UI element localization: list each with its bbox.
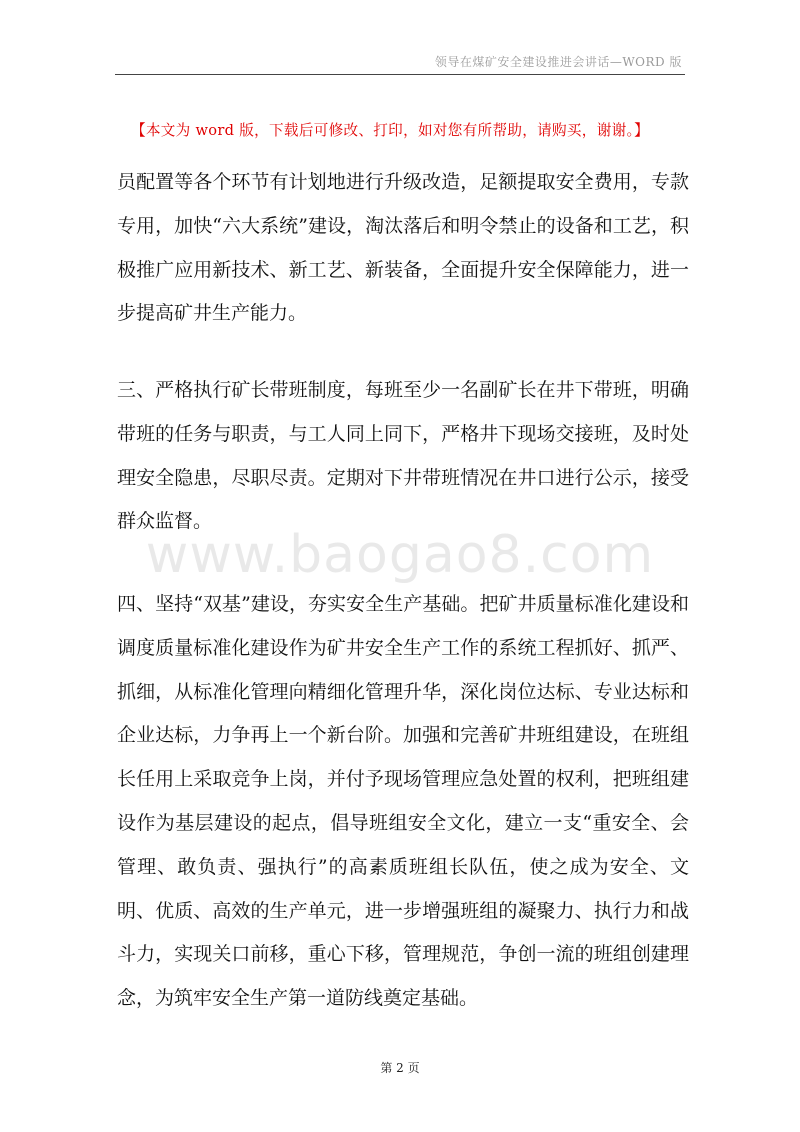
page-number: 第 2 页 [380,1061,420,1075]
body-paragraph-item-3: 三、严格执行矿长带班制度，每班至少一名副矿长在井下带班，明确带班的任务与职责，与工人同上同下，严格井下现场交接班，及时处理安全隐患，尽职尽责。定期对下井带班情况在井口进行公示，接受群众监督。 [117,379,689,533]
download-notice: 【本文为 word 版，下载后可修改、打印，如对您有所帮助，请购买，谢谢。】 [131,122,649,139]
body-paragraph-continued: 员配置等各个环节有计划地进行升级改造，足额提取安全费用，专款专用，加快“六大系统”建设，淘汰落后和明令禁止的设备和工艺，积极推广应用新技术、新工艺、新装备，全面提升安全保障能力，进一步提高矿井生产能力。 [117,171,689,325]
site-watermark: www.baogao8.com [145,525,655,585]
header-divider [115,74,685,75]
running-header-title: 领导在煤矿安全建设推进会讲话—WORD 版 [434,55,682,69]
body-paragraph-item-4: 四、坚持“双基”建设，夯实安全生产基础。把矿井质量标准化建设和调度质量标准化建设作为矿井安全生产工作的系统工程抓好、抓严、抓细，从标准化管理向精细化管理升华，深化岗位达标、专业达标和企业达标，力争再上一个新台阶。加强和完善矿井班组建设，在班组长任用上采取竞争上岗，并付予现场管理应急处置的权利，把班组建设作为基层建设的起点，倡导班组安全文化，建立一支“重安全、会管理、敢负责、强执行”的高素质班组长队伍，使之成为安全、文明、优质、高效的生产单元，进一步增强班组的凝聚力、执行力和战斗力，实现关口前移，重心下移，管理规范，争创一流的班组创建理念，为筑牢安全生产第一道防线奠定基础。 [117,593,689,1010]
